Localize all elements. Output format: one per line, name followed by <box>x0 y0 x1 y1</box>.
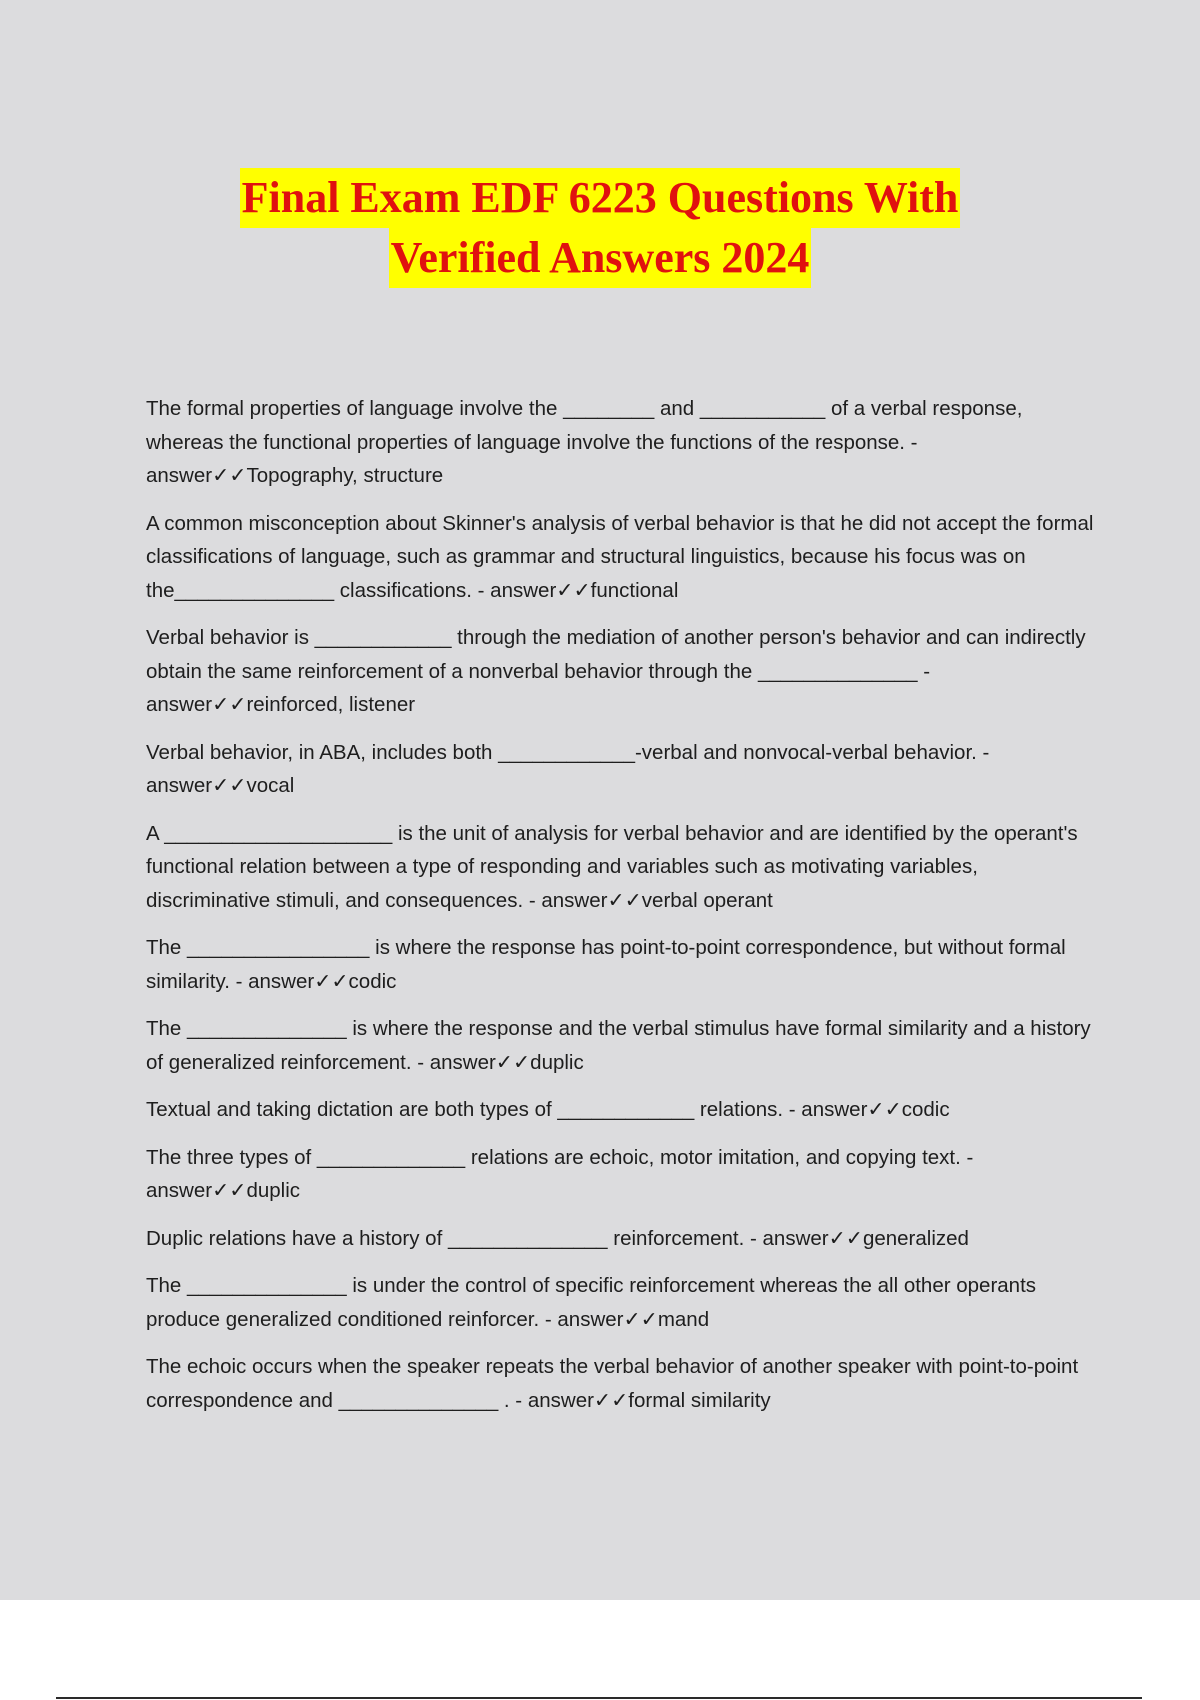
question-item-2: A common misconception about Skinner's analysis of verbal behavior is that he did not accept the formal classifications of language, such as grammar and structural linguistics, because his focus was on the______________ classifications. - answer✓✓functional <box>146 511 1094 602</box>
question-item-7: The ______________ is where the response and the verbal stimulus have formal similarity and a history of generalized reinforcement. - answer✓✓duplic <box>146 1017 1091 1074</box>
question-item-3: Verbal behavior is ____________ through the mediation of another person's behavior and can indirectly obtain the same reinforcement of a nonverbal behavior through the ______________ - answer✓✓reinforced, listener <box>146 626 1086 716</box>
question-list <box>146 392 1094 1431</box>
bottom-divider <box>56 1697 1142 1699</box>
question-item-11: The ______________ is under the control of specific reinforcement whereas the all other operants produce generalized conditioned reinforcer. - answer✓✓mand <box>146 1274 1037 1331</box>
question-item-6: The ________________ is where the response has point-to-point correspondence, but without formal similarity. - answer✓✓codic <box>146 936 1066 993</box>
question-item-5: A ____________________ is the unit of analysis for verbal behavior and are identified by the operant's functional relation between a type of responding and variables such as motivating variables, discriminative stimuli, and consequences. - answer✓✓verbal operant <box>146 821 1078 912</box>
question-item-8: Textual and taking dictation are both types of ____________ relations. - answer✓✓codic <box>146 1098 950 1121</box>
document-title <box>0 168 1200 288</box>
question-item-9: The three types of _____________ relations are echoic, motor imitation, and copying text. - answer✓✓duplic <box>146 1145 974 1202</box>
title-line-2: Verified Answers 2024 <box>389 228 812 288</box>
title-line-1: Final Exam EDF 6223 Questions With <box>240 168 961 228</box>
question-item-4: Verbal behavior, in ABA, includes both ____________-verbal and nonvocal-verbal behavior. - answer✓✓vocal <box>146 740 990 797</box>
question-item-10: Duplic relations have a history of ______________ reinforcement. - answer✓✓generalized <box>146 1226 969 1250</box>
question-item-1: The formal properties of language involve the ________ and ___________ of a verbal response, whereas the functional properties of language involve the functions of the response. - answer✓✓Topography, structure <box>146 397 1023 487</box>
question-item-12: The echoic occurs when the speaker repeats the verbal behavior of another speaker with point-to-point correspondence and ______________ . - answer✓✓formal similarity <box>146 1355 1079 1412</box>
